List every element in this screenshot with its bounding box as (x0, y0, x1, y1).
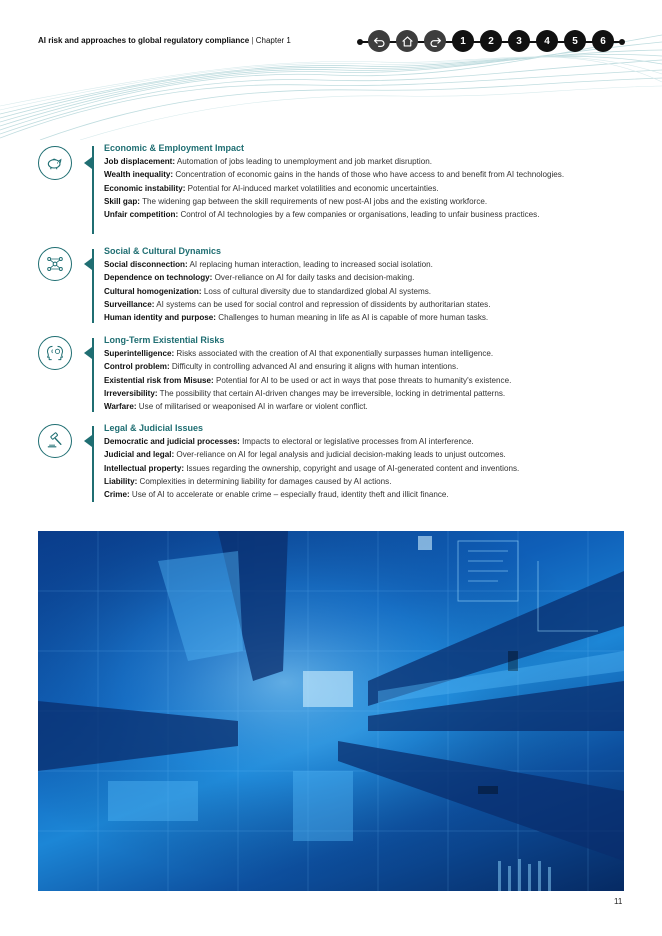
header-separator: | (251, 36, 254, 45)
chapter-navigation (357, 30, 625, 54)
page-link-3[interactable]: 3 (508, 30, 530, 52)
home-button[interactable] (396, 30, 418, 52)
list-item: Existential risk from Misuse: Potential for AI to be used or act in ways that pose threats to humanity's existence. (104, 375, 512, 385)
list-item: Democratic and judicial processes: Impacts to electoral or legislative processes from AI interference. (104, 437, 474, 446)
nav-dot-end (619, 39, 625, 45)
list-item: Social disconnection: AI replacing human interaction, leading to increased social isolation. (104, 260, 433, 269)
section-divider (92, 249, 94, 323)
section-divider (92, 338, 94, 412)
section-icon-badge (38, 146, 72, 180)
hero-tech-illustration (38, 531, 624, 891)
list-item: Control problem: Difficulty in controlling advanced AI and ensuring it aligns with human intentions. (104, 362, 459, 372)
page-link-6[interactable]: 6 (592, 30, 614, 52)
piggy-bank-icon (45, 153, 65, 173)
section-existential (36, 334, 636, 416)
home-icon (401, 35, 414, 48)
brain-heads-icon (45, 343, 65, 363)
gavel-icon (45, 431, 65, 451)
section-icon-badge (38, 424, 72, 458)
list-item: Liability: Complexities in determining liability for damages caused by AI actions. (104, 476, 392, 486)
list-item: Surveillance: AI systems can be used for social control and repression of dissidents by authoritarian states. (104, 299, 491, 309)
nav-dot-start (357, 39, 363, 45)
list-item: Wealth inequality: Concentration of economic gains in the hands of those who have access to and benefit from AI technologies. (104, 170, 565, 180)
list-item: Human identity and purpose: Challenges to human meaning in life as AI is capable of more human tasks. (104, 313, 489, 323)
section-title: Economic & Employment Impact (104, 143, 245, 153)
list-item: Skill gap: The widening gap between the skill requirements of new post-AI jobs and the existing workforce. (104, 196, 488, 206)
section-icon-badge (38, 247, 72, 281)
section-pointer (84, 157, 92, 169)
section-social (36, 245, 636, 327)
list-item: Job displacement: Automation of jobs leading to unemployment and job market disruption. (104, 157, 432, 166)
list-item: Dependence on technology: Over-reliance on AI for daily tasks and decision-making. (104, 273, 415, 283)
back-icon (373, 35, 386, 48)
section-pointer (84, 258, 92, 270)
list-item: Economic instability: Potential for AI-induced market volatilities and economic uncertainties. (104, 183, 439, 193)
list-item: Cultural homogenization: Loss of cultural diversity due to standardized global AI systems. (104, 286, 432, 296)
section-title: Legal & Judicial Issues (104, 423, 204, 433)
document-title: AI risk and approaches to global regulatory compliance (38, 36, 250, 45)
section-title: Social & Cultural Dynamics (104, 246, 222, 256)
section-legal (36, 422, 636, 506)
list-item: Warfare: Use of militarised or weaponised AI in warfare or violent conflict. (104, 402, 368, 412)
list-item: Judicial and legal: Over-reliance on AI for legal analysis and judicial decision-making leads to unjust outcomes. (104, 450, 506, 460)
list-item: Superintelligence: Risks associated with the creation of AI that exponentially surpasses human intelligence. (104, 349, 494, 358)
list-item: Crime: Use of AI to accelerate or enable crime – especially fraud, identity theft and illicit finance. (104, 490, 449, 500)
section-divider (92, 426, 94, 502)
section-icon-badge (38, 336, 72, 370)
page-link-4[interactable]: 4 (536, 30, 558, 52)
list-item: Irreversibility: The possibility that certain AI-driven changes may be irreversible, locking in detrimental patterns. (104, 388, 506, 398)
forward-button[interactable] (424, 30, 446, 52)
list-item: Intellectual property: Issues regarding the ownership, copyright and usage of AI-generated content and inventions. (104, 463, 520, 473)
list-item: Unfair competition: Control of AI technologies by a few companies or organisations, leading to unfair business practices. (104, 210, 540, 220)
section-title: Long-Term Existential Risks (104, 335, 225, 345)
section-divider (92, 146, 94, 234)
section-pointer (84, 435, 92, 447)
section-economic (36, 142, 636, 238)
network-people-icon (45, 254, 65, 274)
page-link-5[interactable]: 5 (564, 30, 586, 52)
forward-icon (429, 35, 442, 48)
section-pointer (84, 347, 92, 359)
back-button[interactable] (368, 30, 390, 52)
page-link-1[interactable]: 1 (452, 30, 474, 52)
page-number: 11 (614, 897, 623, 906)
hero-image (38, 531, 624, 891)
page-link-2[interactable]: 2 (480, 30, 502, 52)
chapter-label: Chapter 1 (255, 36, 291, 45)
